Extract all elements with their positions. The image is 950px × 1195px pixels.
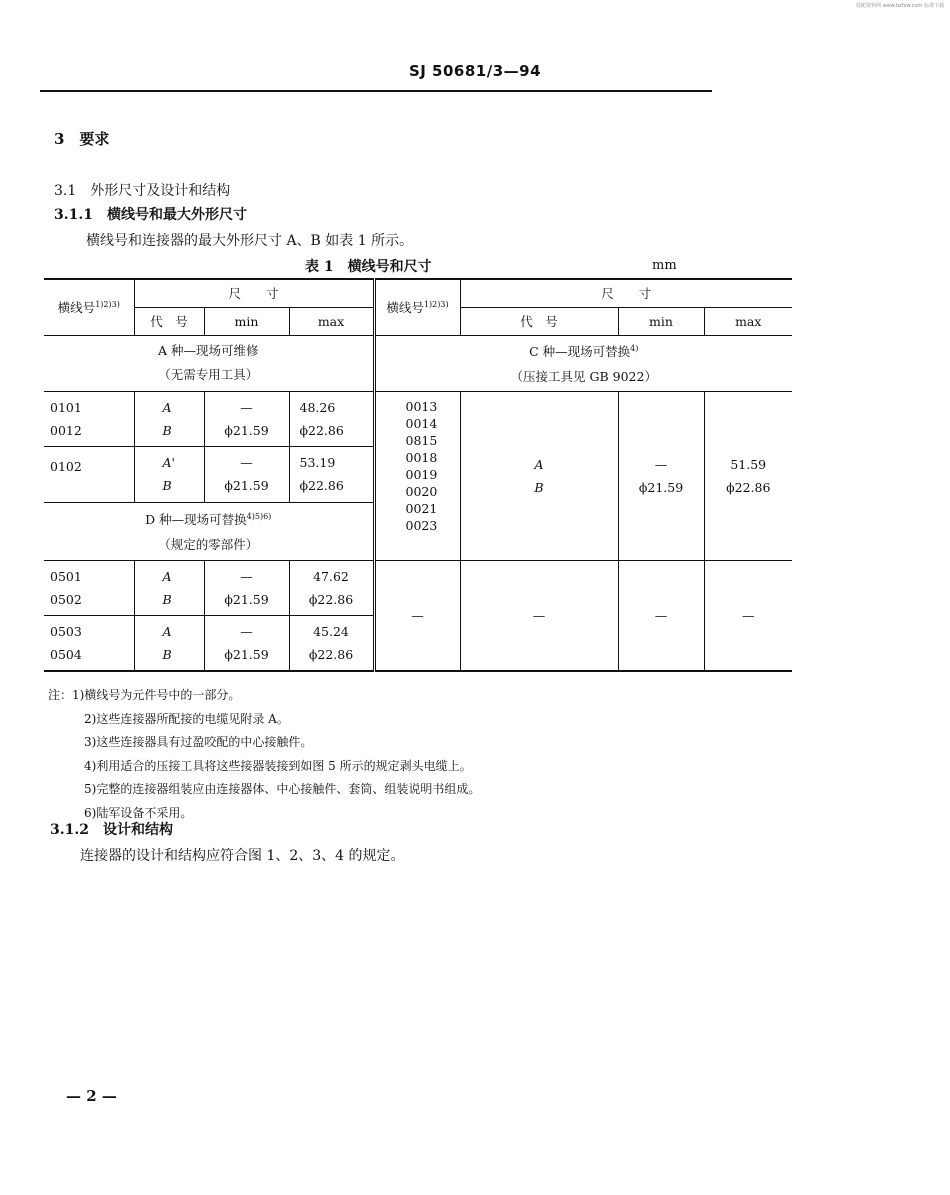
header-max-right: max (704, 307, 792, 335)
row-a1-max: 48.26 ϕ22.86 (289, 391, 374, 446)
row-d1-numbers: 0501 0502 (44, 560, 134, 615)
note-5: 5)完整的连接器组装应由连接器体、中心接触件、套筒、组装说明书组成。 (84, 782, 481, 797)
table-unit: mm (652, 258, 677, 273)
row-a1-min: — ϕ21.59 (204, 391, 289, 446)
header-chicun-left: 尺 寸 (134, 279, 374, 307)
section-3-heading: 3 要求 (54, 130, 110, 148)
header-rule (40, 90, 712, 92)
section-3-1-heading: 3.1 外形尺寸及设计和结构 (54, 183, 231, 199)
section-c-codes: A B (460, 391, 618, 560)
header-hengxian-left: 横线号$^{1)2)3)}$ (44, 279, 134, 335)
section-c-empty-code: — (460, 560, 618, 671)
section-c-min: — ϕ21.59 (618, 391, 704, 560)
row-d2-numbers: 0503 0504 (44, 615, 134, 671)
section-c-numbers: 0013 0014 0815 0018 0019 0020 0021 0023 (374, 391, 460, 560)
table-notes (48, 684, 480, 826)
row-d1-max: 47.62 ϕ22.86 (289, 560, 374, 615)
header-daihao-right: 代 号 (460, 307, 618, 335)
section-3-1-2-heading: 3.1.2 设计和结构 (50, 822, 173, 838)
note-4: 4)利用适合的压接工具将这些接器装接到如图 5 所示的规定剥头电缆上。 (84, 758, 472, 773)
section-c-empty-min: — (618, 560, 704, 671)
section-c-label: C 种—现场可替换$^{4)}$ （压接工具见 GB 9022） (374, 335, 792, 391)
note-2: 2)这些连接器所配接的电缆见附录 A。 (84, 711, 289, 726)
section-c-empty-number: — (374, 560, 460, 671)
row-d1-codes: A B (134, 560, 204, 615)
section-3-1-1-paragraph: 横线号和连接器的最大外形尺寸 A、B 如表 1 所示。 (86, 233, 414, 249)
header-min-right: min (618, 307, 704, 335)
note-6: 6)陆军设备不采用。 (84, 805, 193, 820)
row-a1-numbers: 0101 0012 (44, 391, 134, 446)
header-min-left: min (204, 307, 289, 335)
table-caption: 表 1 横线号和尺寸 (305, 259, 432, 275)
header-hengxian-right: 横线号$^{1)2)3)}$ (374, 279, 460, 335)
section-c-max: 51.59 ϕ22.86 (704, 391, 792, 560)
row-a1-codes: A B (134, 391, 204, 446)
section-3-1-1-heading: 3.1.1 横线号和最大外形尺寸 (54, 207, 247, 223)
row-a2-codes: A' B (134, 446, 204, 502)
header-max-left: max (289, 307, 374, 335)
row-d2-max: 45.24 ϕ22.86 (289, 615, 374, 671)
row-d2-codes: A B (134, 615, 204, 671)
section-c-empty-max: — (704, 560, 792, 671)
section-a-label: A 种—现场可维修 （无需专用工具） (44, 335, 374, 391)
header-chicun-right: 尺 寸 (460, 279, 792, 307)
document-header: SJ 50681/3—94 (408, 62, 542, 80)
header-daihao-left: 代 号 (134, 307, 204, 335)
section-3-1-2-paragraph: 连接器的设计和结构应符合图 1、2、3、4 的规定。 (80, 848, 405, 864)
row-d1-min: — ϕ21.59 (204, 560, 289, 615)
section-d-label: D 种—现场可替换$^{4)5)6)}$ （规定的零部件） (44, 502, 374, 560)
row-a2-max: 53.19 ϕ22.86 (289, 446, 374, 502)
spec-table (44, 278, 792, 672)
row-a2-min: — ϕ21.59 (204, 446, 289, 502)
page-number: — 2 — (66, 1087, 117, 1105)
row-d2-min: — ϕ21.59 (204, 615, 289, 671)
corner-watermark: 装配资料网 www.bzfxw.com 标准下载 (856, 3, 944, 9)
row-a2-numbers: 0102 (44, 446, 134, 502)
note-1: 注：1)横线号为元件号中的一部分。 (48, 688, 241, 702)
note-3: 3)这些连接器具有过盈咬配的中心接触件。 (84, 735, 313, 750)
